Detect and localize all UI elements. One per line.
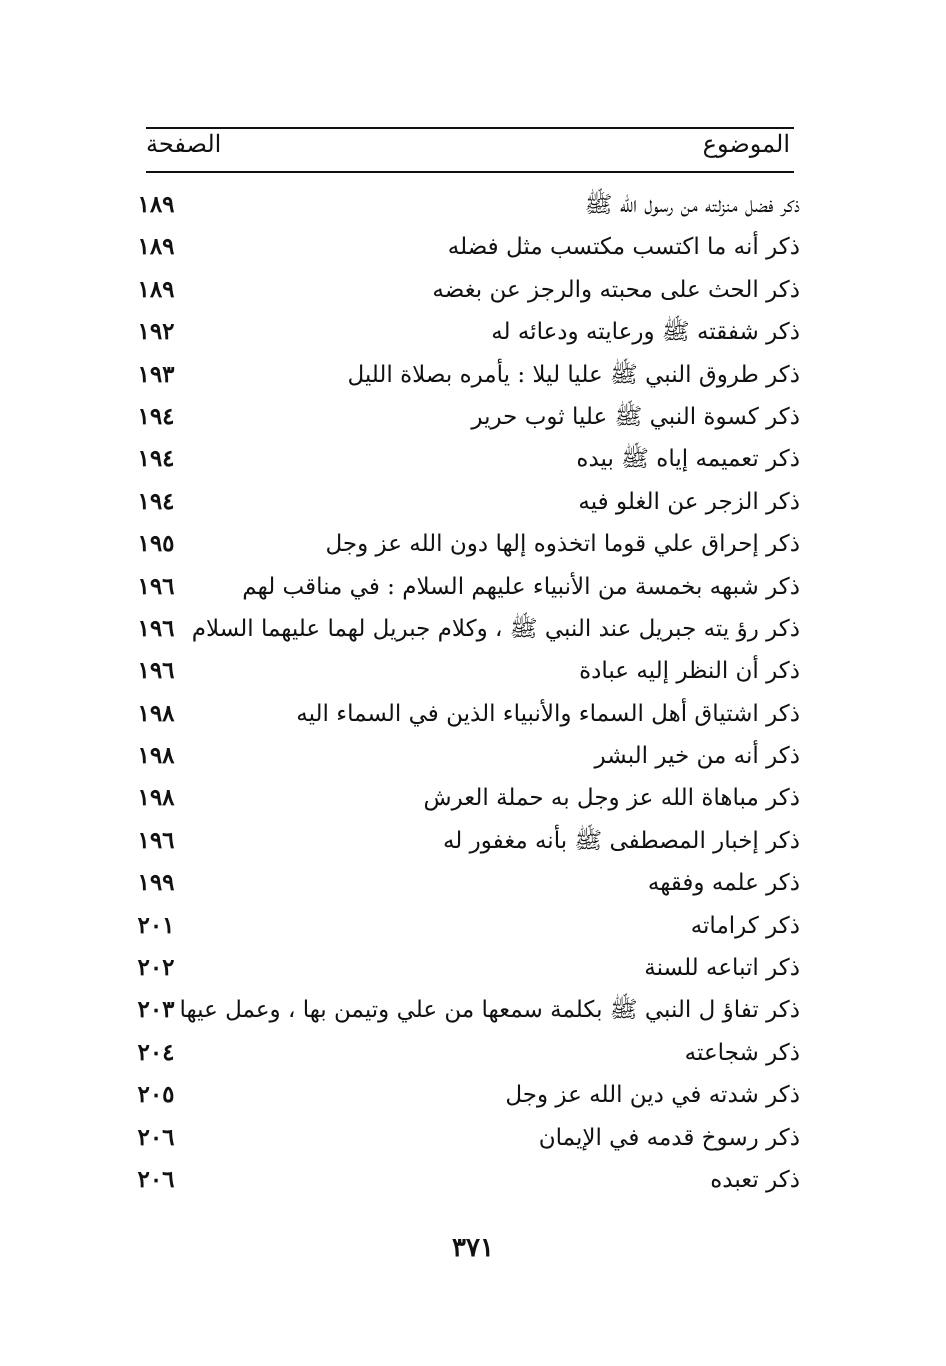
toc-entry-title: ذكر تعميمه إياه ﷺ بيده — [576, 446, 800, 473]
toc-entry-page: ٢٠٣ — [137, 996, 175, 1024]
toc-entry-page: ١٩٤ — [137, 445, 175, 473]
toc-entry-title: ذكر أنه ما اكتسب مكتسب مثل فضله — [447, 234, 800, 261]
column-header-topic: الموضوع — [702, 130, 790, 158]
toc-entry — [120, 905, 800, 947]
toc-entry-page: ١٩٩ — [137, 869, 175, 897]
toc-entry-page: ١٩٦ — [137, 614, 175, 642]
toc-entry-page: ١٩٦ — [137, 826, 175, 854]
toc-entry-page: ١٩٣ — [137, 360, 175, 388]
toc-entry-page: ١٩٦ — [137, 657, 175, 685]
toc-entry-page: ١٩٢ — [137, 318, 175, 346]
toc-entry-page: ٢٠٦ — [137, 1123, 175, 1151]
toc-entry — [120, 947, 800, 989]
toc-entry-page: ١٩٨ — [137, 742, 175, 770]
toc-entry-page: ١٩٨ — [137, 784, 175, 812]
toc-entry — [120, 438, 800, 480]
toc-entry-page: ٢٠٢ — [137, 954, 175, 982]
toc-entry — [120, 693, 800, 735]
toc-entry — [120, 566, 800, 608]
toc-entry-page: ٢٠٦ — [137, 1165, 175, 1193]
toc-entry — [120, 820, 800, 862]
page-number: ٣٧١ — [452, 1233, 494, 1263]
toc-entry-page: ١٨٩ — [137, 233, 175, 261]
toc-entry-page: ٢٠٥ — [137, 1081, 175, 1109]
toc-entry-page: ١٨٩ — [137, 275, 175, 303]
toc-entry-title: ذكر فضل منزلته من رسول الله ﷺ — [584, 192, 800, 218]
toc-entry-page: ١٩٨ — [137, 699, 175, 727]
toc-entry-title: ذكر تفاؤ ل النبي ﷺ بكلمة سمعها من علي وتيمن بها ، وعمل عيها — [179, 997, 800, 1024]
toc-entry-title: ذكر شجاعته — [684, 1039, 800, 1066]
toc-entry — [120, 481, 800, 523]
toc-entry-title: ذكر رؤ يته جبريل عند النبي ﷺ ، وكلام جبريل لهما عليهما السلام — [191, 615, 800, 642]
toc-entry — [120, 608, 800, 650]
toc-entry — [120, 862, 800, 904]
table-of-contents — [120, 184, 800, 1201]
toc-entry — [120, 226, 800, 268]
toc-entry — [120, 1117, 800, 1159]
toc-entry — [120, 523, 800, 565]
toc-entry-title: ذكر شبهه بخمسة من الأنبياء عليهم السلام : في مناقب لهم — [242, 573, 800, 600]
toc-entry-title: ذكر اشتياق أهل السماء والأنبياء الذين في السماء اليه — [296, 700, 800, 727]
toc-entry — [120, 735, 800, 777]
toc-entry-title: ذكر مباهاة الله عز وجل به حملة العرش — [423, 785, 800, 812]
toc-entry-page: ١٩٦ — [137, 572, 175, 600]
toc-entry-page: ١٩٤ — [137, 487, 175, 515]
column-header-page: الصفحة — [146, 130, 222, 158]
toc-entry-title: ذكر رسوخ قدمه في الإيمان — [538, 1124, 800, 1151]
toc-entry-title: ذكر تعبده — [710, 1166, 800, 1193]
toc-entry-title: ذكر الحث على محبته والرجز عن بغضه — [432, 276, 800, 303]
toc-entry-title: ذكر أن النظر إليه عبادة — [579, 658, 800, 685]
toc-entry — [120, 989, 800, 1031]
toc-entry — [120, 1159, 800, 1201]
toc-entry — [120, 396, 800, 438]
toc-entry-title: ذكر أنه من خير البشر — [594, 743, 800, 770]
toc-entry-page: ١٩٤ — [137, 402, 175, 430]
toc-entry — [120, 777, 800, 819]
toc-entry-title: ذكر شدته في دين الله عز وجل — [505, 1082, 800, 1109]
toc-entry-title: ذكر كراماته — [690, 912, 800, 939]
toc-entry-title: ذكر طروق النبي ﷺ عليا ليلا : يأمره بصلاة الليل — [347, 361, 800, 388]
toc-entry — [120, 311, 800, 353]
toc-entry-page: ٢٠١ — [137, 911, 175, 939]
toc-entry-title: ذكر علمه وفقهه — [647, 870, 800, 897]
toc-entry — [120, 269, 800, 311]
header-bottom-rule — [146, 171, 794, 173]
toc-entry — [120, 354, 800, 396]
toc-entry-title: ذكر إخبار المصطفى ﷺ بأنه مغفور له — [442, 827, 800, 854]
toc-entry — [120, 650, 800, 692]
toc-entry-title: ذكر كسوة النبي ﷺ عليا ثوب حرير — [471, 403, 800, 430]
toc-entry-title: ذكر شفقته ﷺ ورعايته ودعائه له — [491, 319, 800, 346]
toc-entry-page: ١٩٥ — [137, 530, 175, 558]
header-top-rule — [146, 127, 794, 129]
toc-entry — [120, 1074, 800, 1116]
toc-entry — [120, 1032, 800, 1074]
toc-entry-page: ٢٠٤ — [137, 1038, 175, 1066]
toc-entry-title: ذكر اتباعه للسنة — [644, 955, 800, 982]
toc-entry-title: ذكر إحراق علي قوما اتخذوه إلها دون الله عز وجل — [325, 531, 800, 558]
toc-entry-title: ذكر الزجر عن الغلو فيه — [578, 488, 800, 515]
toc-entry — [120, 184, 800, 226]
toc-entry-page: ١٨٩ — [137, 191, 175, 218]
